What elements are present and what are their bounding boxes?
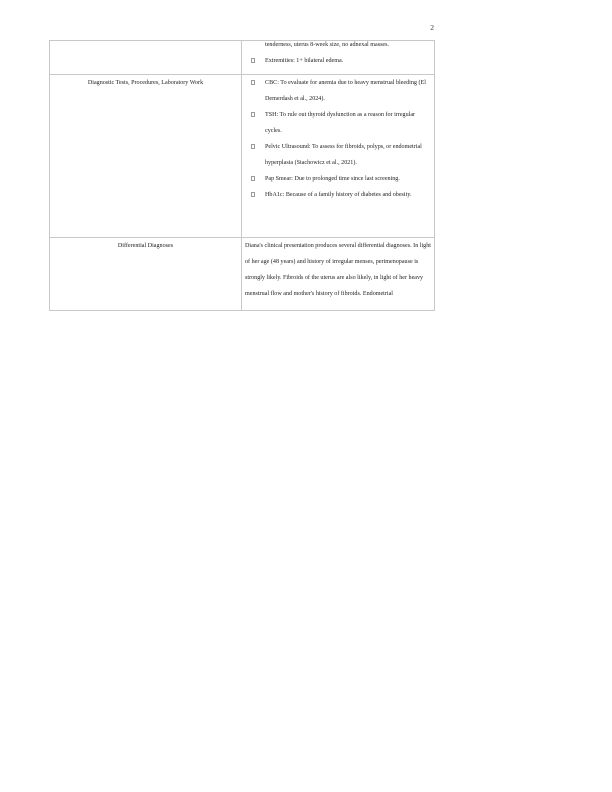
list-item-text: tenderness, uterus 8-week size, no adnexal masses. bbox=[265, 42, 390, 48]
list-item-text: HbA1c: Because of a family history of diabetes and obesity. bbox=[265, 192, 412, 198]
list-item-text: Pap Smear: Due to prolonged time since last screening. bbox=[265, 176, 400, 182]
row-label bbox=[50, 41, 242, 75]
list-item bbox=[251, 75, 430, 107]
list-item bbox=[251, 37, 430, 53]
list-item bbox=[251, 187, 430, 203]
clinical-table bbox=[49, 40, 435, 311]
row-content bbox=[242, 238, 435, 311]
list-item-text: Pelvic Ultrasound: To assess for fibroids, polyps, or endometrial hyperplasia (Stachowicz et al., 2021). bbox=[265, 144, 422, 166]
bullet-box-icon bbox=[251, 80, 255, 85]
list-item bbox=[251, 53, 430, 69]
differential-paragraph: Diana's clinical presentation produces several differential diagnoses. In light of her age (48 years) and history of irregular menses, perimenopause is strongly likely. Fibroids of the uterus are also likely, in light of her heavy menstrual flow and mother's history of fibroids. Endometrial bbox=[245, 243, 431, 297]
list-item-text: Extremities: 1+ bilateral edema. bbox=[265, 58, 344, 64]
list-item-text: TSH: To rule out thyroid dysfunction as a reason for irregular cycles. bbox=[265, 112, 416, 134]
bullet-box-icon bbox=[251, 144, 255, 149]
table-row bbox=[50, 238, 435, 311]
row-content bbox=[242, 75, 435, 238]
list-item-text: CBC: To evaluate for anemia due to heavy menstrual bleeding (El Demerdash et al., 2024). bbox=[265, 80, 426, 102]
bullet-box-icon bbox=[251, 192, 255, 197]
row-label: Diagnostic Tests, Procedures, Laboratory Work bbox=[50, 75, 242, 238]
table-row bbox=[50, 75, 435, 238]
page-number: 2 bbox=[430, 23, 434, 32]
bullet-box-icon bbox=[251, 58, 255, 63]
list-item bbox=[251, 171, 430, 187]
row-label: Differential Diagnoses bbox=[50, 238, 242, 311]
table-row bbox=[50, 41, 435, 75]
row-content bbox=[242, 41, 435, 75]
bullet-box-icon bbox=[251, 112, 255, 117]
list-item bbox=[251, 139, 430, 171]
bullet-box-icon bbox=[251, 176, 255, 181]
list-item bbox=[251, 107, 430, 139]
